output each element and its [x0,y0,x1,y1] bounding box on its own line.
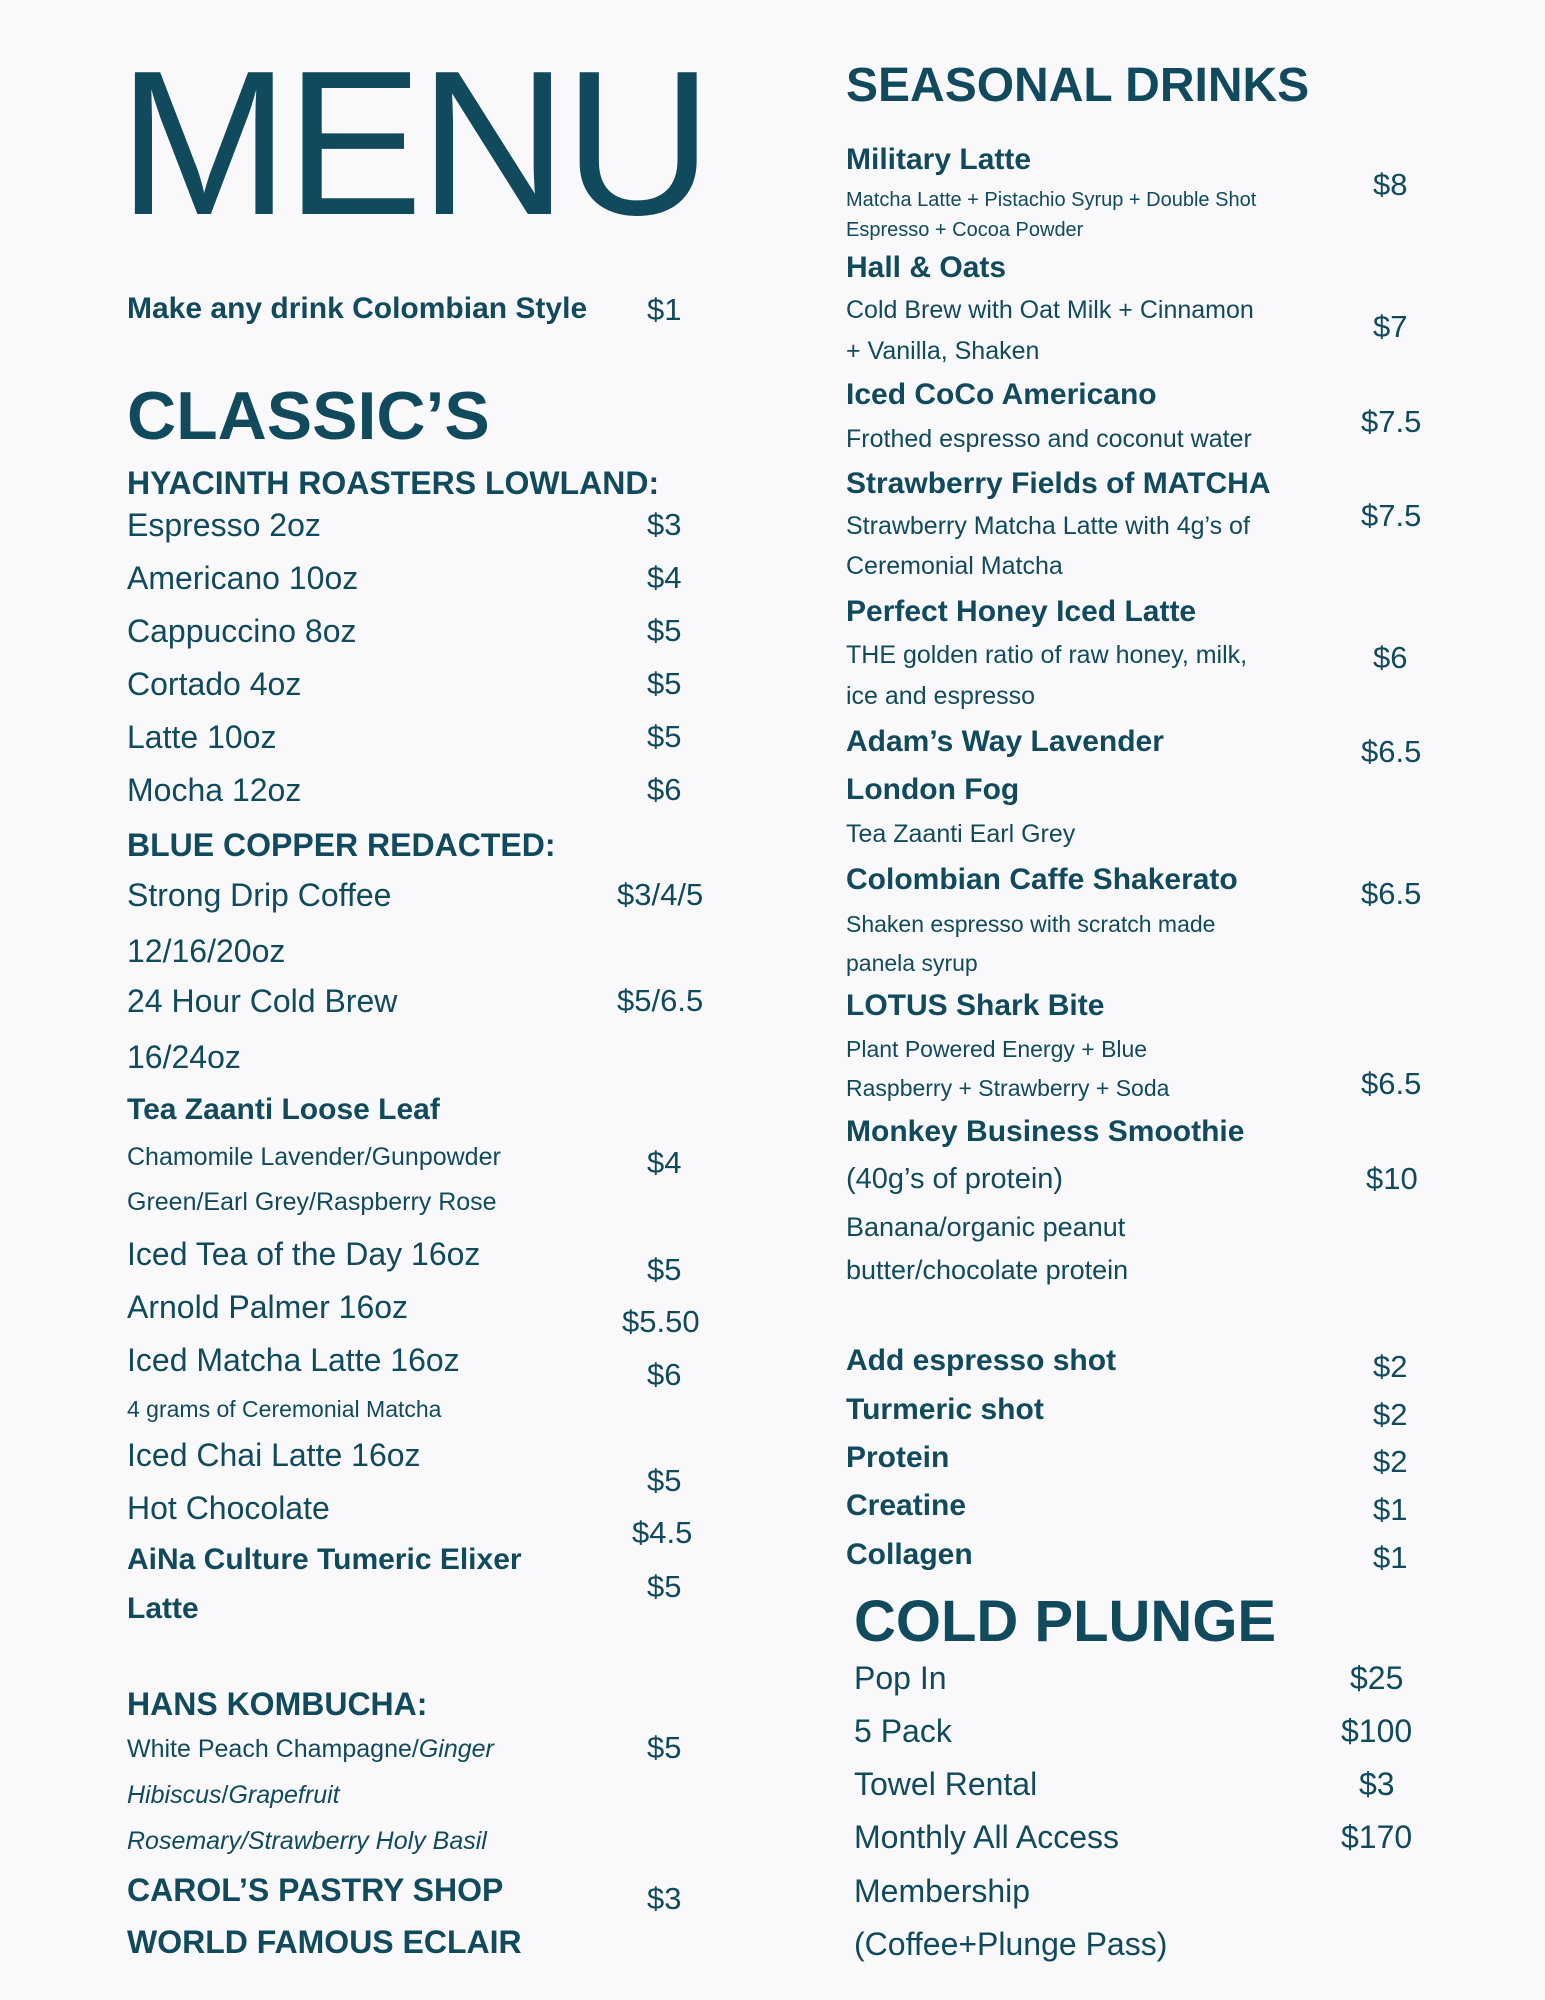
drip-coffee-sizes: 12/16/20oz [127,933,286,969]
colombian-style-price: $1 [647,292,682,327]
iced-matcha-price: $6 [647,1357,682,1392]
drip-coffee-price: $3/4/5 [617,877,704,912]
plunge-item-name: Monthly All Access [854,1819,1119,1855]
smoothie-price: $10 [1366,1161,1418,1196]
addon-price: $2 [1373,1349,1408,1384]
shark-bite-desc: Raspberry + Strawberry + Soda [846,1075,1170,1101]
coco-americano-price: $7.5 [1361,404,1422,439]
menu-item-price: $5 [647,613,682,648]
shark-bite-name: LOTUS Shark Bite [846,989,1105,1022]
arnold-palmer-name: Arnold Palmer 16oz [127,1289,409,1325]
addon-name: Creatine [846,1489,967,1522]
smoothie-name: Monkey Business Smoothie [846,1115,1245,1148]
london-fog-desc: Tea Zaanti Earl Grey [846,820,1076,848]
military-latte-desc: Matcha Latte + Pistachio Syrup + Double Shot [846,189,1257,211]
addon-price: $1 [1373,1540,1408,1575]
iced-tea-name: Iced Tea of the Day 16oz [127,1236,481,1272]
addon-price: $2 [1373,1397,1408,1432]
addon-name: Protein [846,1441,950,1474]
menu-item-name: Mocha 12oz [127,772,302,808]
london-fog-name: Adam’s Way Lavender [846,725,1164,758]
plunge-item-name: Pop In [854,1660,947,1696]
cold-brew-sizes: 16/24oz [127,1039,241,1075]
menu-item-price: $5 [647,719,682,754]
drip-coffee-name: Strong Drip Coffee [127,877,392,913]
menu-item-name: Cortado 4oz [127,666,302,702]
tea-zaanti-desc: Chamomile Lavender/Gunpowder [127,1143,501,1171]
honey-latte-name: Perfect Honey Iced Latte [846,595,1197,628]
cold-brew-name: 24 Hour Cold Brew [127,983,398,1019]
tea-zaanti-price: $4 [647,1145,682,1180]
strawberry-matcha-desc: Ceremonial Matcha [846,552,1063,580]
strawberry-matcha-name: Strawberry Fields of MATCHA [846,467,1271,500]
plunge-item-price: $170 [1341,1819,1413,1855]
seasonal-heading: SEASONAL DRINKS [846,59,1310,112]
menu-item-price: $5 [647,666,682,701]
plunge-item-name: 5 Pack [854,1713,952,1749]
menu-title: MENU [118,28,709,258]
iced-chai-price: $5 [647,1463,682,1498]
honey-latte-desc: ice and espresso [846,682,1036,710]
cold-plunge-heading: COLD PLUNGE [854,1589,1277,1654]
hall-oats-price: $7 [1373,309,1408,344]
kombucha-price: $5 [647,1730,682,1765]
blue-copper-heading: BLUE COPPER REDACTED: [127,827,556,863]
honey-latte-desc: THE golden ratio of raw honey, milk, [846,641,1248,669]
tea-zaanti-desc: Green/Earl Grey/Raspberry Rose [127,1188,497,1216]
cold-brew-price: $5/6.5 [617,983,704,1018]
london-fog-name: London Fog [846,773,1020,806]
plunge-membership-label: Membership [854,1873,1031,1909]
hall-oats-name: Hall & Oats [846,251,1007,284]
addon-name: Collagen [846,1538,973,1571]
shakerato-desc: panela syrup [846,950,978,976]
kombucha-flavors: White Peach Champagne/Ginger [127,1735,494,1763]
addon-price: $2 [1373,1444,1408,1479]
coco-americano-desc: Frothed espresso and coconut water [846,425,1252,453]
arnold-palmer-price: $5.50 [622,1304,700,1339]
pastry-price: $3 [647,1881,682,1916]
menu-item-name: Latte 10oz [127,719,277,755]
addon-price: $1 [1373,1492,1408,1527]
shakerato-price: $6.5 [1361,876,1422,911]
smoothie-desc: butter/chocolate protein [846,1255,1129,1285]
honey-latte-price: $6 [1373,640,1408,675]
addon-name: Turmeric shot [846,1393,1044,1426]
military-latte-desc: Espresso + Cocoa Powder [846,219,1084,241]
iced-matcha-name: Iced Matcha Latte 16oz [127,1342,460,1378]
menu-item-name: Espresso 2oz [127,507,321,543]
menu-item-price: $4 [647,560,682,595]
menu-item-price: $3 [647,507,682,542]
smoothie-desc: Banana/organic peanut [846,1212,1126,1242]
plunge-item-name: Towel Rental [854,1766,1038,1802]
shakerato-name: Colombian Caffe Shakerato [846,863,1238,896]
coco-americano-name: Iced CoCo Americano [846,378,1157,411]
kombucha-heading: HANS KOMBUCHA: [127,1686,428,1722]
hot-chocolate-price: $4.5 [632,1515,693,1550]
military-latte-price: $8 [1373,167,1408,202]
aina-name: AiNa Culture Tumeric Elixer [127,1543,522,1576]
menu-item-price: $6 [647,772,682,807]
tea-zaanti-name: Tea Zaanti Loose Leaf [127,1093,440,1126]
pastry-heading: CAROL’S PASTRY SHOP [127,1872,504,1908]
iced-matcha-desc: 4 grams of Ceremonial Matcha [127,1396,442,1422]
plunge-item-price: $25 [1350,1660,1404,1696]
aina-name: Latte [127,1592,199,1625]
menu-item-name: Cappuccino 8oz [127,613,357,649]
iced-chai-name: Iced Chai Latte 16oz [127,1437,421,1473]
colombian-style-label: Make any drink Colombian Style [127,292,588,325]
menu-item-name: Americano 10oz [127,560,359,596]
classics-heading: CLASSIC’S [127,378,490,454]
hyacinth-heading: HYACINTH ROASTERS LOWLAND: [127,465,660,501]
shark-bite-desc: Plant Powered Energy + Blue [846,1036,1148,1062]
addon-name: Add espresso shot [846,1344,1117,1377]
london-fog-price: $6.5 [1361,734,1422,769]
shark-bite-price: $6.5 [1361,1066,1422,1101]
plunge-item-price: $3 [1359,1766,1395,1802]
hall-oats-desc: Cold Brew with Oat Milk + Cinnamon [846,296,1254,324]
strawberry-matcha-price: $7.5 [1361,498,1422,533]
hot-chocolate-name: Hot Chocolate [127,1490,330,1526]
shakerato-desc: Shaken espresso with scratch made [846,911,1216,937]
plunge-item-price: $100 [1341,1713,1413,1749]
aina-price: $5 [647,1569,682,1604]
kombucha-flavors: Hibiscus/Grapefruit [127,1781,340,1809]
smoothie-protein: (40g’s of protein) [846,1163,1064,1195]
hall-oats-desc: + Vanilla, Shaken [846,337,1040,365]
military-latte-name: Military Latte [846,143,1032,176]
kombucha-flavors: Rosemary/Strawberry Holy Basil [127,1827,487,1855]
strawberry-matcha-desc: Strawberry Matcha Latte with 4g’s of [846,512,1250,540]
iced-tea-price: $5 [647,1252,682,1287]
plunge-membership-note: (Coffee+Plunge Pass) [854,1926,1168,1962]
pastry-item: WORLD FAMOUS ECLAIR [127,1924,522,1960]
